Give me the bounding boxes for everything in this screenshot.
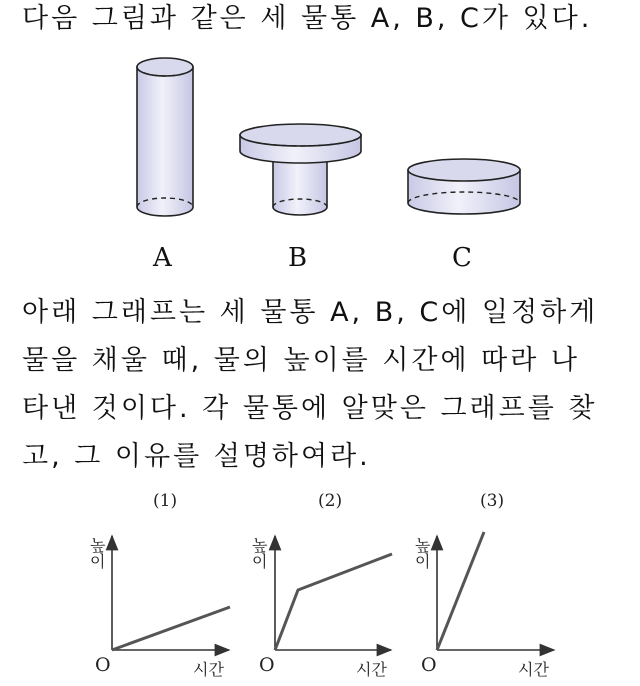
- graph-3: [415, 491, 554, 679]
- intro-text: 다음 그림과 같은 세 물통 A, B, C가 있다.: [22, 3, 593, 34]
- graph-2-ylabel: 이: [252, 552, 268, 571]
- svg-text:높: 높: [90, 536, 106, 555]
- question-line-1: 아래 그래프는 세 물통 A, B, C에 일정하게: [22, 297, 599, 328]
- graph-3-ylabel: 이: [415, 552, 431, 571]
- graph-1: [90, 491, 230, 679]
- graph-2-origin: O: [259, 654, 275, 676]
- graph-2: [252, 491, 392, 679]
- graph-2-xlabel: 시간: [356, 660, 387, 679]
- graph-1-origin: O: [95, 654, 111, 676]
- container-a-label: A: [153, 243, 172, 273]
- container-b-label: B: [288, 243, 308, 273]
- svg-text:높: 높: [252, 536, 268, 555]
- graph-3-title: (3): [480, 491, 505, 511]
- graph-3-origin: O: [421, 654, 437, 676]
- graph-3-xlabel: 시간: [518, 660, 549, 679]
- container-c-label: C: [452, 243, 472, 273]
- question-line-4: 고, 그 이유를 설명하여라.: [22, 441, 371, 472]
- graph-1-xlabel: 시간: [193, 660, 224, 679]
- graph-2-title: (2): [318, 491, 343, 511]
- question-line-2: 물을 채울 때, 물의 높이를 시간에 따라 나: [22, 345, 580, 376]
- container-c: [408, 159, 520, 214]
- container-a: [137, 58, 193, 216]
- graph-1-title: (1): [153, 491, 178, 511]
- container-b: [240, 124, 361, 215]
- svg-text:높: 높: [415, 536, 431, 555]
- graph-1-ylabel: 이: [90, 552, 106, 571]
- question-line-3: 타낸 것이다. 각 물통에 알맞은 그래프를 찾: [22, 393, 598, 424]
